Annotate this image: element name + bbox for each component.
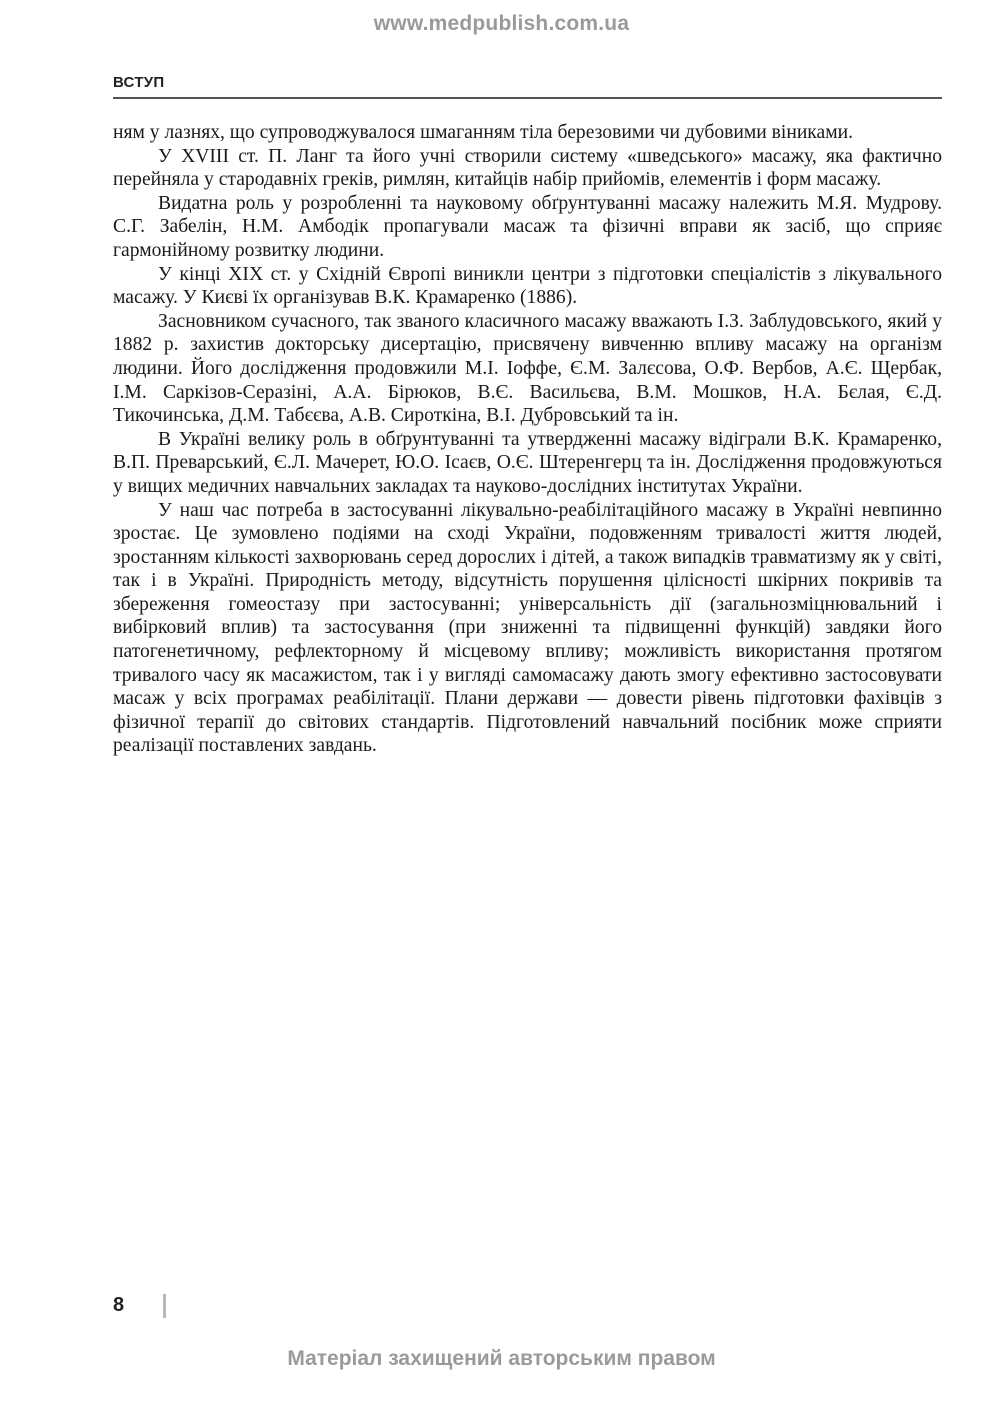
paragraph: У наш час потреба в застосуванні лікувально-реабілітаційного масажу в Україні невпинно зростає. Це зумовлено подіями на сході України, подовженням тривалості життя людей, зростанням кількості захворювань серед дорослих і дітей, а також випадків травматизму як у світі, так і в Україні. Природність методу, відсутність порушення цілісності шкірних покривів та збереження гомеостазу при застосуванні; універсальність дії (загальнозміцнювальний і вибірковий вплив) та застосування (при зниженні та підвищенні функцій) завдяки його патогенетичному, рефлекторному й місцевому впливу; можливість використання протягом тривалого часу як масажистом, так і у вигляді самомасажу дають змогу ефективно застосовувати масаж у всіх програмах реабілітації. Плани держави — довести рівень підготовки фахівців з фізичної терапії до світових стандартів. Підготовлений навчальний посібник може сприяти реалізації поставлених завдань.: [113, 499, 942, 757]
paragraph: Засновником сучасного, так званого класичного масажу вважають І.З. Заблудовського, який у 1882 р. захистив докторську дисертацію, присвячену вивченню впливу масажу на організм людини. Його дослідження продовжили М.І. Іоффе, Є.М. Залєсова, О.Ф. Вербов, А.Є. Щербак, І.М. Саркізов-Серазіні, А.А. Бірюков, В.Є. Васильєва, В.М. Мошков, Н.А. Бєлая, Є.Д. Тикочинська, Д.М. Табєєва, А.В. Сироткіна, В.І. Дубровський та ін.: [113, 310, 942, 427]
paragraph: У кінці XIX ст. у Східній Європі виникли центри з підготовки спеціалістів з лікувального масажу. У Києві їх організував В.К. Крамаренко (1886).: [113, 263, 942, 309]
page-number-divider: [163, 1294, 166, 1318]
paragraph: В Україні велику роль в обґрунтуванні та утвердженні масажу відіграли В.К. Крамаренко, В.П. Преварський, Є.Л. Мачерет, Ю.О. Ісаєв, О.Є. Штеренгерц та ін. Дослідження продовжуються у вищих медичних навчальних закладах та науково-дослідних інститутах України.: [113, 428, 942, 497]
paragraph: У XVIII ст. П. Ланг та його учні створили систему «шведського» масажу, яка фактично перейняла у стародавніх греків, римлян, китайців набір прийомів, елементів і форм масажу.: [113, 145, 942, 191]
page-number: 8: [113, 1294, 125, 1316]
paragraph: ням у лазнях, що супроводжувалося шмаганням тіла березовими чи дубовими віниками.: [113, 122, 854, 143]
body-text: [113, 121, 942, 758]
copyright-watermark: Матеріал захищений авторським правом: [287, 1347, 716, 1370]
paragraph: Видатна роль у розробленні та науковому обґрунтуванні масажу належить М.Я. Мудрову. С.Г. Забелін, Н.М. Амбодік пропагували масаж та фізичні вправи як засіб, що сприяє гармонійному розвитку людини.: [113, 192, 942, 261]
site-url-watermark: www.medpublish.com.ua: [373, 12, 630, 35]
header-divider: [113, 97, 942, 99]
section-title: ВСТУП: [113, 74, 165, 91]
